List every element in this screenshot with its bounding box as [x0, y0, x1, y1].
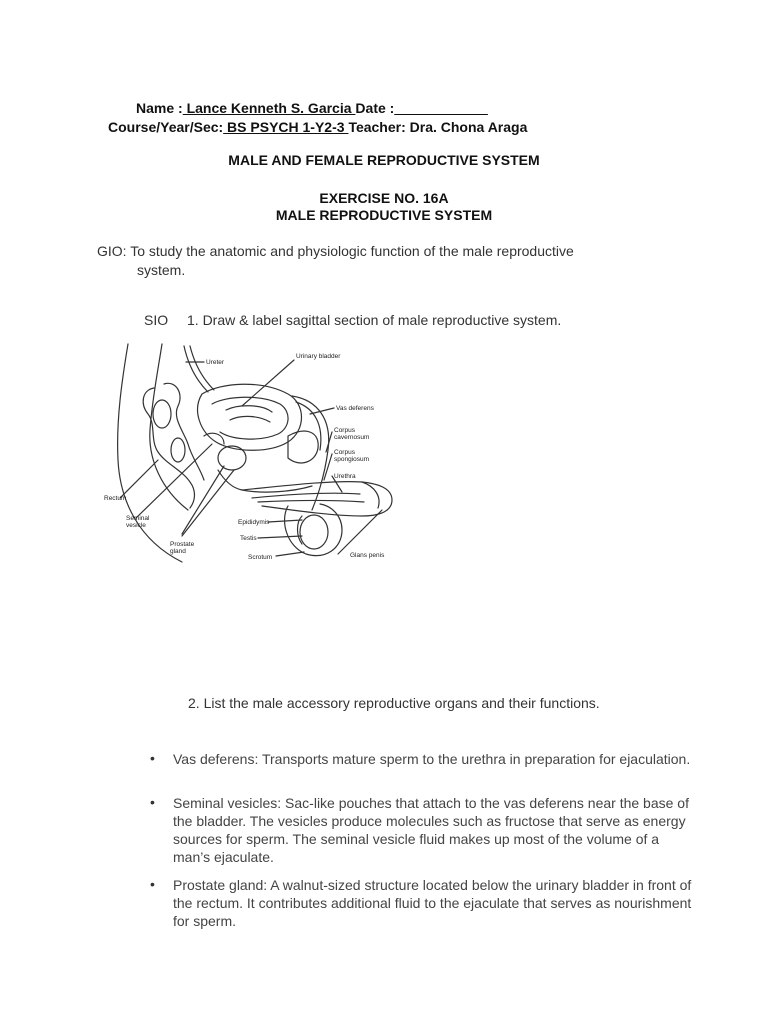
label-seminal-vesicle-2: vesicle	[126, 522, 146, 529]
exercise-subtitle: MALE REPRODUCTIVE SYSTEM	[275, 207, 493, 223]
label-prostate-2: gland	[170, 548, 186, 555]
main-title: MALE AND FEMALE REPRODUCTIVE SYSTEM	[228, 152, 540, 168]
course-label: Course/Year/Sec:	[108, 119, 224, 135]
label-vas-deferens: Vas deferens	[336, 405, 374, 412]
label-ureter: Ureter	[206, 359, 225, 366]
date-value: ____________	[394, 100, 488, 116]
gio-line-1: GIO: To study the anatomic and physiologic function of the male reproductive	[97, 243, 574, 259]
bullet-marker: •	[150, 876, 155, 892]
gio-line-2: system.	[137, 262, 186, 278]
date-label: Date :	[355, 100, 395, 116]
bullet-marker: •	[150, 750, 155, 766]
sio-item-1: 1. Draw & label sagittal section of male reproductive system.	[187, 312, 562, 328]
male-reproductive-diagram	[92, 340, 412, 570]
label-glans-penis: Glans penis	[350, 552, 385, 559]
label-corpus-cavernosum-1: Corpus	[334, 427, 355, 434]
label-corpus-cavernosum-2: cavernosum	[334, 434, 370, 441]
bullet-marker: •	[150, 794, 155, 810]
label-corpus-spongiosum-2: spongiosum	[334, 456, 370, 463]
sio-label: SIO	[144, 312, 169, 328]
label-urethra: Urethra	[334, 473, 356, 480]
label-epididymis: Epididymis	[238, 519, 270, 526]
label-urinary-bladder: Urinary bladder	[296, 353, 341, 360]
label-rectum: Rectum	[104, 495, 127, 502]
course-line	[108, 119, 527, 135]
bullet-item-vas-deferens: Vas deferens: Transports mature sperm to the urethra in preparation for ejaculation.	[173, 751, 691, 767]
name-value: Lance Kenneth S. Garcia	[182, 100, 356, 116]
label-prostate-1: Prostate	[170, 541, 195, 548]
label-testis: Testis	[240, 535, 257, 542]
label-seminal-vesicle-1: Seminal	[126, 515, 150, 522]
label-scrotum: Scrotum	[248, 554, 273, 561]
sio-item-2: 2. List the male accessory reproductive organs and their functions.	[188, 695, 600, 711]
course-value: BS PSYCH 1-Y2-3	[223, 119, 349, 135]
label-corpus-spongiosum-1: Corpus	[334, 449, 355, 456]
name-label: Name :	[136, 100, 183, 116]
bullet-item-prostate-gland: Prostate gland: A walnut-sized structure located below the urinary bladder in front of the rectum. It contributes additional fluid to the ejaculate that serves as nourishment for sperm.	[173, 877, 692, 929]
teacher-label: Teacher: Dra. Chona Araga	[348, 119, 528, 135]
exercise-number: EXERCISE NO. 16A	[319, 190, 449, 206]
bullet-item-seminal-vesicles: Seminal vesicles: Sac-like pouches that attach to the vas deferens near the base of the bladder. The vesicles produce molecules such as fructose that serve as energy sources for sperm. The seminal vesicle fluid makes up most of the volume of a man’s ejaculate.	[173, 795, 689, 865]
name-line	[136, 100, 488, 116]
